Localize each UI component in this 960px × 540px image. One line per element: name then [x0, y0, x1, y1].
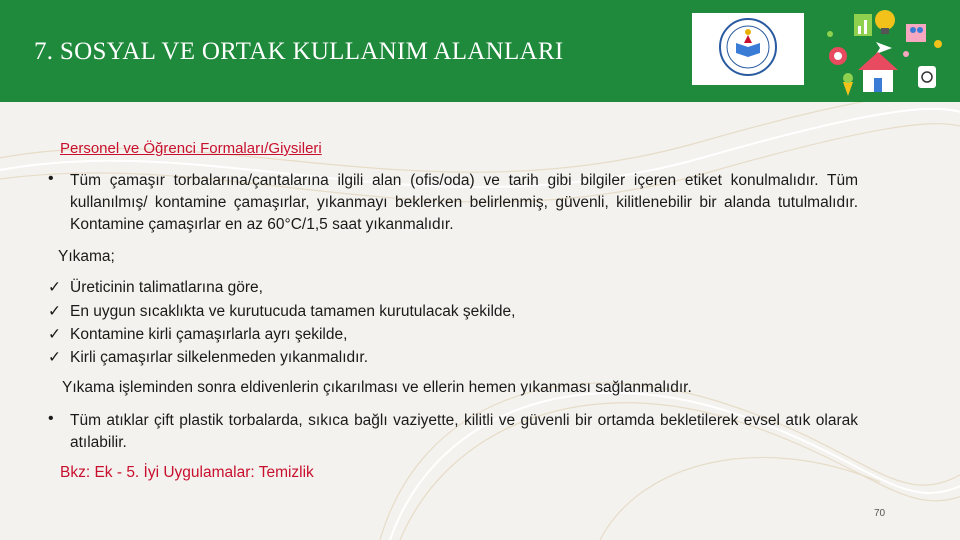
checklist-text: En uygun sıcaklıkta ve kurutucuda tamamen kurutulacak şekilde,: [70, 303, 516, 320]
reference-link[interactable]: Bkz: Ek - 5. İyi Uygulamalar: Temizlik: [60, 464, 314, 481]
bullet-dot-icon: •: [48, 410, 54, 427]
clock-icon: [918, 66, 936, 88]
checklist-item: [48, 302, 515, 321]
page-title: 7. SOSYAL VE ORTAK KULLANIM ALANLARI: [34, 38, 564, 65]
checklist-item: [48, 348, 368, 367]
checklist-text: Kontamine kirli çamaşırlarla ayrı şekilde,: [70, 326, 348, 343]
section-title: Personel ve Öğrenci Formaları/Giysileri: [60, 140, 322, 157]
bullet-item: [48, 410, 858, 454]
checklist-text: Kirli çamaşırlar silkelenmeden yıkanmalıdır.: [70, 349, 369, 366]
checkmark-icon: ✓: [48, 349, 61, 366]
page-number: 70: [874, 508, 886, 519]
checkmark-icon: ✓: [48, 303, 61, 320]
after-washing-note: Yıkama işleminden sonra eldivenlerin çıkarılması ve ellerin hemen yıkanması sağlanmalıdır.: [62, 379, 692, 396]
ministry-logo: [692, 13, 804, 85]
bullet-text: Tüm çamaşır torbalarına/çantalarına ilgili alan (ofis/oda) ve tarih gibi bilgiler içeren etiket konulmalıdır. Tüm kullanılmış/ kontamine çamaşırlar, yıkanmayı beklerken belirlenmiş, güvenli, kilitlenebilir bir alanda tutulmalıdır. Kontamine çamaşırlar en az 60°C/1,5 saat yıkanmalıdır.: [70, 172, 858, 233]
bullet-item: [48, 170, 858, 236]
lightbulb-icon: [875, 10, 895, 34]
slide-content: [0, 102, 960, 540]
plant-icon: [843, 73, 853, 96]
bullet-dot-icon: •: [48, 170, 54, 187]
header-bar: [0, 0, 960, 102]
people-icon: [906, 24, 926, 42]
airplane-icon: [876, 42, 892, 54]
education-icons-cluster: [818, 4, 960, 100]
checklist-item: [48, 325, 347, 344]
checklist-text: Üreticinin talimatlarına göre,: [70, 279, 263, 296]
school-house-icon: [858, 52, 898, 92]
chart-icon: [854, 14, 872, 36]
checkmark-icon: ✓: [48, 279, 61, 296]
checklist-item: [48, 278, 263, 297]
bullet-text: Tüm atıklar çift plastik torbalarda, sıkıca bağlı vaziyette, kilitli ve güvenli bir ortamda bekletilerek evsel atık olarak atılabilir.: [70, 412, 858, 451]
checkmark-icon: ✓: [48, 326, 61, 343]
washing-label: Yıkama;: [58, 248, 115, 265]
target-icon: [829, 47, 847, 65]
